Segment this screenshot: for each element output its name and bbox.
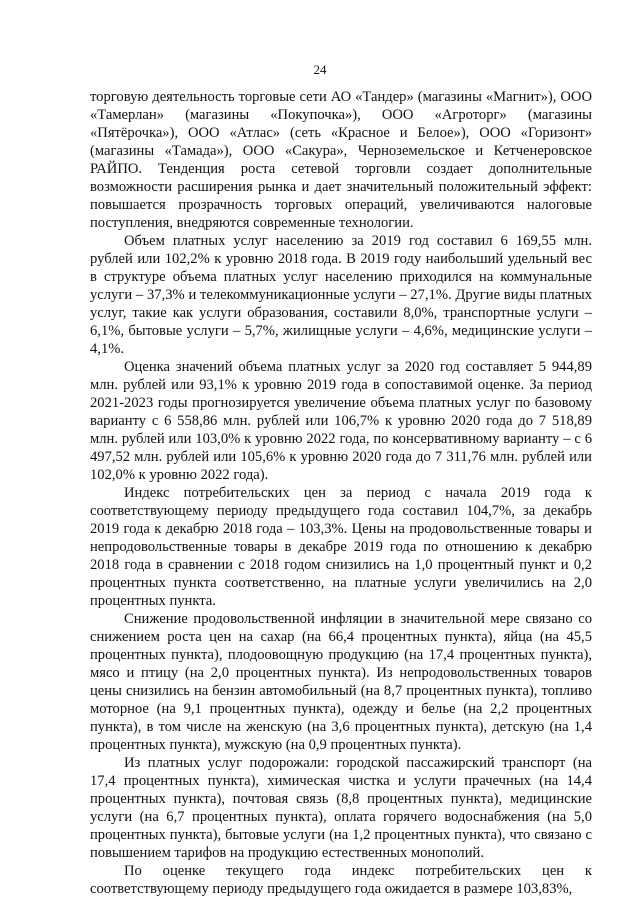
page-number: 24 <box>313 62 327 77</box>
paragraph-food-inflation: Снижение продовольственной инфляции в значительной мере связано со снижением роста цен на сахар (на 66,4 процентных пункта), яйца (на 45,5 процентных пункта), плодоовощную продукцию (на 17,4 процентных пункта), мясо и птицу (на 2,0 процентных пункта). Из непродовольственных товаров цены снизились на бензин автомобильный (на 8,7 процентных пункта), топливо моторное (на 9,1 процентных пункта), одежду и белье (на 2,2 процентных пункта), в том числе на женскую (на 3,6 процентных пункта), детскую (на 1,4 процентных пункта), мужскую (на 0,9 процентных пункта). <box>90 611 592 753</box>
paragraph-paid-services-prices: Из платных услуг подорожали: городской пассажирский транспорт (на 17,4 процентных пункта), химическая чистка и услуги прачечных (на 14,4 процентных пункта), почтовая связь (8,8 процентных пункта), медицинские услуги (на 6,7 процентных пункта), оплата горячего водоснабжения (на 5,0 процентных пункта), бытовые услуги (на 1,2 процентных пункта), что связано с повышением тарифов на продукцию естественных монополий. <box>90 755 592 861</box>
paragraph-trade-networks: торговую деятельность торговые сети АО «Тандер» (магазины «Магнит»), ООО «Тамерлан» (магазины «Покупочка»), ООО «Агроторг» (магазины «Пятёрочка»), ООО «Атлас» (сеть «Красное и Белое»), ООО «Горизонт» (магазины «Тамада»), ООО «Сакура», Черноземельское и Кетченеровское РАЙПО. Тенденция роста сетевой торговли создает дополнительные возможности расширения рынка и дает значительный положительный эффект: повышается прозрачность торговых операций, увеличиваются налоговые поступления, внедряются современные технологии. <box>90 89 592 231</box>
paragraph-current-year-estimate: По оценке текущего года индекс потребительских цен к соответствующему периоду предыдущего года ожидается в размере 103,83%, <box>90 863 592 897</box>
paragraph-paid-services-forecast: Оценка значений объема платных услуг за 2020 год составляет 5 944,89 млн. рублей или 93,1% к уровню 2019 года в сопоставимой оценке. За период 2021-2023 годы прогнозируется увеличение объема платных услуг по базовому варианту с 6 558,86 млн. рублей или 106,7% к уровню 2020 года до 7 518,89 млн. рублей или 103,0% к уровню 2022 года, по консервативному варианту – с 6 497,52 млн. рублей или 105,6% к уровню 2020 года до 7 311,76 млн. рублей или 102,0% к уровню 2022 года). <box>90 359 592 483</box>
paragraph-consumer-price-index: Индекс потребительских цен за период с начала 2019 года к соответствующему периоду предыдущего года составил 104,7%, за декабрь 2019 года к декабрю 2018 года – 103,3%. Цены на продовольственные товары и непродовольственные товары в декабре 2019 года по отношению к декабрю 2018 года в сравнении с 2018 годом снизились на 1,0 процентный пункт и 0,2 процентных пункта соответственно, на платные услуги увеличились на 2,0 процентных пункта. <box>90 485 592 609</box>
document-body <box>90 88 592 898</box>
paragraph-paid-services-2019: Объем платных услуг населению за 2019 год составил 6 169,55 млн. рублей или 102,2% к уровню 2018 года. В 2019 году наибольший удельный вес в структуре объема платных услуг населению приходился на коммунальные услуги – 37,3% и телекоммуникационные услуги – 27,1%. Другие виды платных услуг, такие как услуги образования, составили 8,0%, транспортные услуги – 6,1%, бытовые услуги – 5,7%, жилищные услуги – 4,6%, медицинские услуги – 4,1%. <box>90 233 592 357</box>
